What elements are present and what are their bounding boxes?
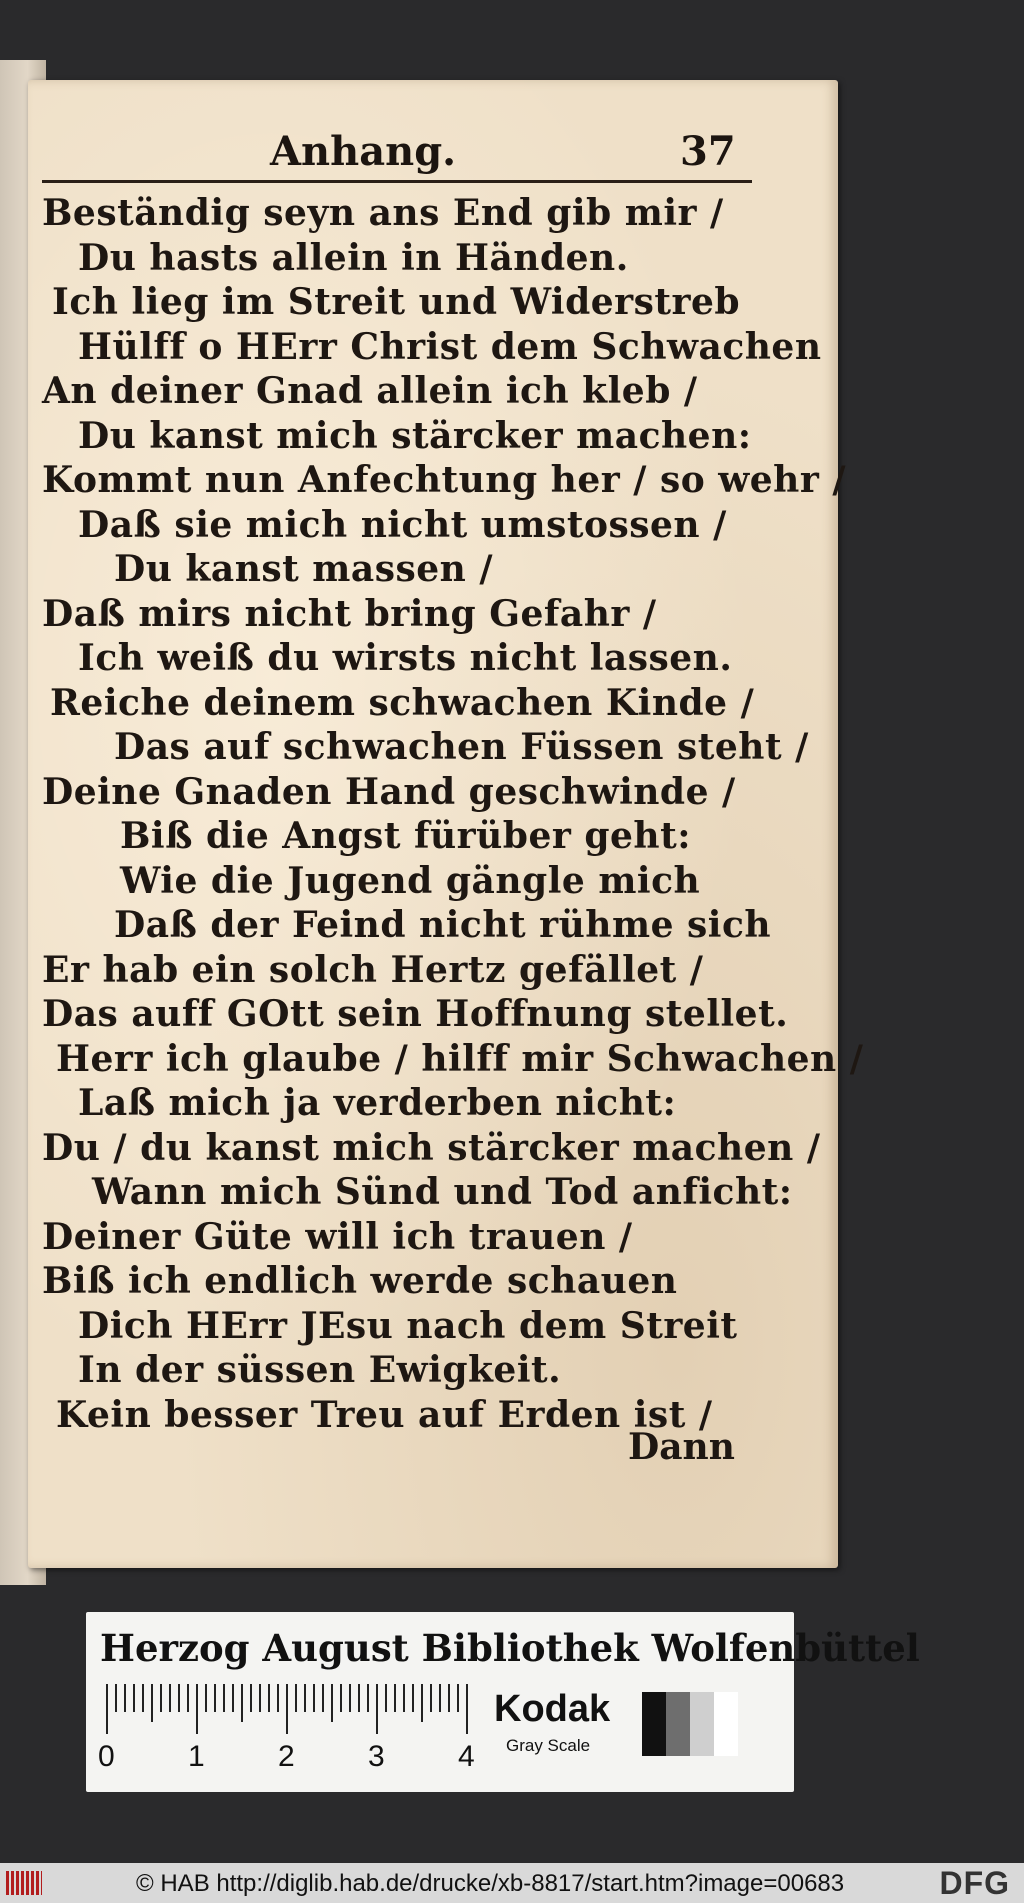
ruler-tick <box>421 1684 423 1722</box>
ruler-tick <box>322 1684 324 1712</box>
gray-patch <box>690 1692 714 1756</box>
ruler-tick <box>160 1684 162 1712</box>
ruler-tick <box>187 1684 189 1712</box>
verse-line: Daß sie mich nicht umstossen / <box>78 503 727 546</box>
ruler-tick <box>412 1684 414 1712</box>
ruler-number: 2 <box>278 1740 295 1773</box>
ruler-tick <box>358 1684 360 1712</box>
kodak-logo-text: Kodak <box>494 1688 611 1730</box>
verse-line: Kein besser Treu auf Erden ist / <box>56 1393 713 1436</box>
ruler-tick <box>259 1684 261 1712</box>
ruler-tick <box>277 1684 279 1712</box>
ruler-tick <box>385 1684 387 1712</box>
verse-line: Das auff GOtt sein Hoffnung stellet. <box>42 993 789 1035</box>
ruler-tick <box>241 1684 243 1722</box>
color-scale-card <box>86 1612 920 1792</box>
ruler-tick <box>205 1684 207 1712</box>
verse-line: Du hasts allein in Händen. <box>78 236 629 279</box>
footer-bar <box>0 1863 1024 1903</box>
verse-line: Ich weiß du wirsts nicht lassen. <box>78 637 733 679</box>
ruler-tick <box>439 1684 441 1712</box>
verse-line: Deiner Güte will ich trauen / <box>42 1215 633 1258</box>
catchword: Dann <box>628 1426 735 1468</box>
ruler-tick <box>151 1684 153 1722</box>
verse-line: Deine Gnaden Hand geschwinde / <box>42 770 736 813</box>
ruler-number: 1 <box>188 1740 205 1773</box>
footer-url[interactable]: © HAB http://diglib.hab.de/drucke/xb-8817/start.htm?image=00683 <box>136 1870 845 1897</box>
ruler-tick <box>142 1684 144 1712</box>
gray-patch <box>714 1692 738 1756</box>
gray-scale-label: Gray Scale <box>506 1736 591 1755</box>
ruler-tick <box>376 1684 378 1734</box>
ruler-tick <box>223 1684 225 1712</box>
ruler-tick <box>367 1684 369 1712</box>
ruler-tick <box>286 1684 288 1734</box>
verse-line: Kommt nun Anfechtung her / so wehr / <box>42 459 846 501</box>
verse-line: Beständig seyn ans End gib mir / <box>42 192 724 234</box>
verse-line: In der süssen Ewigkeit. <box>78 1349 562 1391</box>
verse-line: Biß die Angst fürüber geht: <box>120 815 692 857</box>
ruler-tick <box>196 1684 198 1734</box>
ruler-tick <box>169 1684 171 1712</box>
ruler-tick <box>448 1684 450 1712</box>
ruler-tick <box>349 1684 351 1712</box>
ruler-number: 3 <box>368 1740 385 1773</box>
ruler-tick <box>403 1684 405 1712</box>
verse-line: Wie die Jugend gängle mich <box>120 859 701 902</box>
ruler-tick <box>340 1684 342 1712</box>
header-rule <box>42 180 752 183</box>
verse-line: Daß mirs nicht bring Gefahr / <box>42 592 657 635</box>
ruler-tick <box>331 1684 333 1722</box>
page-header <box>28 128 838 188</box>
ruler-number: 0 <box>98 1740 115 1773</box>
ruler-tick <box>268 1684 270 1712</box>
verse-line: Dich HErr JEsu nach dem Streit <box>78 1304 738 1347</box>
ruler-tick <box>466 1684 468 1734</box>
verse-line: Hülff o HErr Christ dem Schwachen <box>78 325 822 368</box>
gray-patch <box>666 1692 690 1756</box>
ruler-tick <box>178 1684 180 1712</box>
verse-line: Herr ich glaube / hilff mir Schwachen / <box>56 1037 864 1080</box>
ruler-tick <box>394 1684 396 1712</box>
ruler-tick <box>214 1684 216 1712</box>
verse-line: Wann mich Sünd und Tod anficht: <box>92 1171 793 1213</box>
gray-scale-patches <box>642 1692 738 1756</box>
ruler-tick <box>106 1684 108 1734</box>
ruler-scale <box>98 1684 482 1784</box>
verse-line: Ich lieg im Streit und Widerstreb <box>52 281 741 323</box>
ruler-tick <box>232 1684 234 1712</box>
book-page <box>28 80 864 1568</box>
ruler-tick <box>124 1684 126 1712</box>
verse-line: Laß mich ja verderben nicht: <box>78 1082 677 1124</box>
hab-logo-icon <box>6 1871 42 1895</box>
ruler-number: 4 <box>458 1740 475 1773</box>
gray-patch <box>642 1692 666 1756</box>
verse-line: Du kanst massen / <box>114 548 494 590</box>
dfg-logo: DFG <box>939 1865 1010 1901</box>
verse-line: Das auf schwachen Füssen steht / <box>114 726 809 768</box>
ruler-tick <box>295 1684 297 1712</box>
ruler-tick <box>115 1684 117 1712</box>
ruler-tick <box>304 1684 306 1712</box>
verse-line: Du / du kanst mich stärcker machen / <box>42 1126 821 1169</box>
ruler-tick <box>430 1684 432 1712</box>
verse-line: Du kanst mich stärcker machen: <box>78 414 752 457</box>
ruler-tick <box>250 1684 252 1712</box>
ruler-tick <box>133 1684 135 1712</box>
library-name: Herzog August Bibliothek Wolfenbüttel <box>100 1626 920 1670</box>
verse-line: Reiche deinem schwachen Kinde / <box>50 681 755 724</box>
verse-line: Daß der Feind nicht rühme sich <box>114 904 772 946</box>
ruler-tick <box>313 1684 315 1712</box>
verse-line: An deiner Gnad allein ich kleb / <box>42 370 698 412</box>
running-title: Anhang. <box>270 128 457 175</box>
verse-line: Biß ich endlich werde schauen <box>42 1260 678 1302</box>
page-number: 37 <box>680 128 736 175</box>
verse-line: Er hab ein solch Hertz gefället / <box>42 948 704 991</box>
ruler-tick <box>457 1684 459 1712</box>
